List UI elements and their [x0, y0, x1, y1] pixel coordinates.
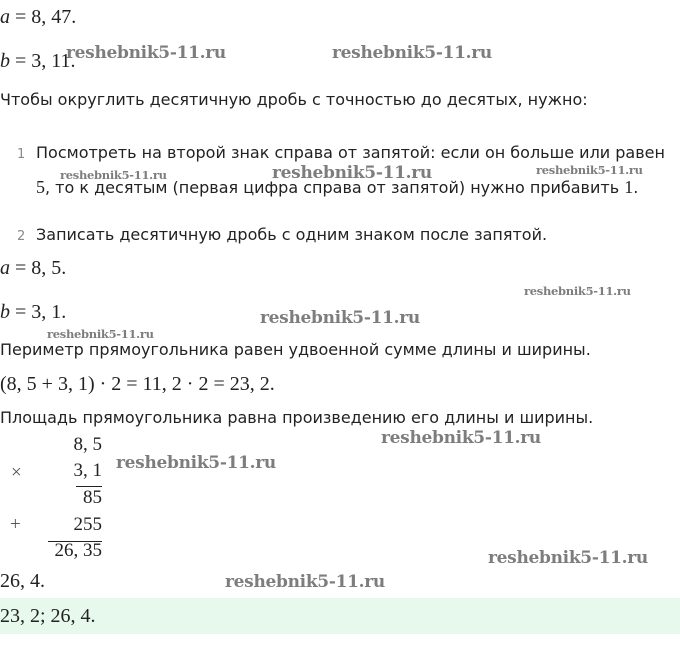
watermark: reshebnik5-11.ru	[66, 43, 226, 63]
watermark: reshebnik5-11.ru	[260, 308, 420, 328]
watermark: reshebnik5-11.ru	[332, 43, 492, 63]
rounded-a: a = 8, 5.	[0, 257, 67, 279]
watermark: reshebnik5-11.ru	[524, 284, 631, 298]
mult-operand2: 3, 1	[73, 460, 102, 481]
given-b: b = 3, 11.	[0, 50, 76, 72]
area-rounded: 26, 4.	[0, 570, 45, 592]
step-1-line1: Посмотреть на второй знак справа от запятой: если он больше или равен	[36, 143, 665, 162]
mult-plus-sign: +	[10, 514, 21, 535]
mult-partial2: 255	[73, 514, 102, 535]
watermark: reshebnik5-11.ru	[536, 163, 643, 177]
watermark: reshebnik5-11.ru	[60, 168, 167, 182]
answer: 23, 2; 26, 4.	[0, 605, 96, 627]
step-2-number: 2	[17, 229, 26, 244]
mult-partial1: 85	[83, 487, 102, 508]
area-text: Площадь прямоугольника равна произведению его длины и ширины.	[0, 408, 594, 427]
watermark: reshebnik5-11.ru	[272, 163, 432, 183]
watermark: reshebnik5-11.ru	[381, 428, 541, 448]
mult-result: 26, 35	[54, 540, 102, 561]
watermark: reshebnik5-11.ru	[488, 548, 648, 568]
mult-operand1: 8, 5	[73, 434, 102, 455]
given-a: a = 8, 47.	[0, 6, 77, 28]
rounding-instruction: Чтобы округлить десятичную дробь с точностью до десятых, нужно:	[0, 90, 588, 109]
step-2-line1: Записать десятичную дробь с одним знаком после запятой.	[36, 225, 548, 244]
step-1-number: 1	[17, 147, 26, 162]
rounded-b: b = 3, 1.	[0, 301, 67, 323]
watermark: reshebnik5-11.ru	[47, 327, 154, 341]
mult-times-sign: ×	[11, 462, 22, 483]
perimeter-formula: (8, 5 + 3, 1) · 2 = 11, 2 · 2 = 23, 2.	[0, 373, 275, 395]
perimeter-text: Периметр прямоугольника равен удвоенной сумме длины и ширины.	[0, 340, 591, 359]
watermark: reshebnik5-11.ru	[225, 572, 385, 592]
watermark: reshebnik5-11.ru	[116, 453, 276, 473]
answer-band	[0, 598, 680, 634]
step-1-line2: 5, то к десятым (первая цифра справа от запятой) нужно прибавить 1.	[36, 177, 639, 197]
